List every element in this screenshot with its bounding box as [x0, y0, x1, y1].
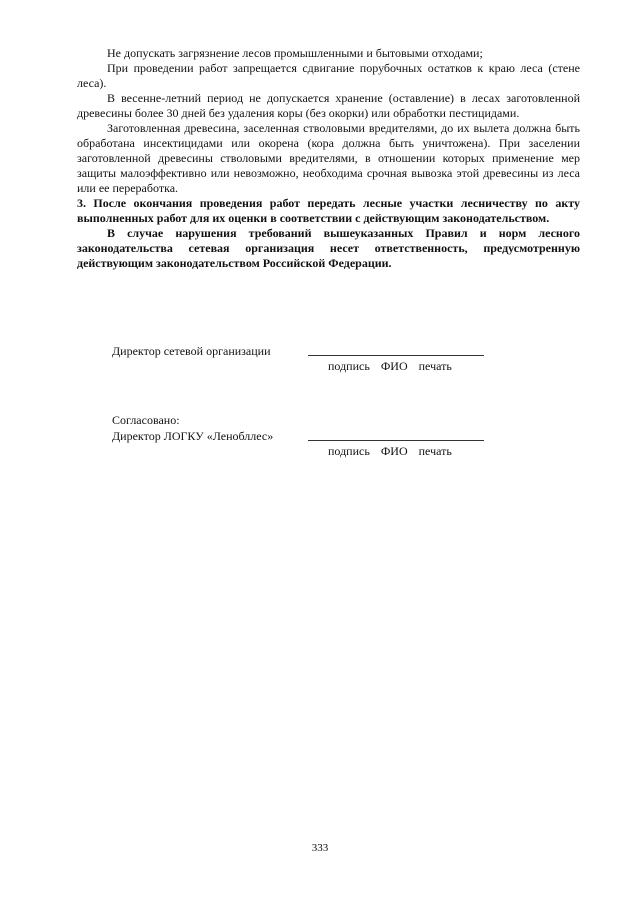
director-signature-caption: подпись ФИО печать: [328, 359, 452, 373]
paragraph-waste: Не допускать загрязнение лесов промышленными и бытовыми отходами;: [107, 46, 483, 60]
paragraph-liability: В случае нарушения требований вышеуказанных Правил и норм лесного законодательства сетевая организация несет ответственность, предусмотренную действующим законодательством Российской Федерации.: [77, 226, 580, 270]
director-label: Директор сетевой организации: [112, 344, 271, 358]
paragraph-pests: Заготовленная древесина, заселенная стволовыми вредителями, до их вылета должна быть обработана инсектицидами или окорена (кора должна быть уничтожена). При заселении заготовленной древесины стволовыми вредителями, в отношении которых применение мер защиты малоэффективно или невозможно, необходима срочная вывозка этой древесины из леса или ее переработка.: [77, 121, 580, 195]
agreed-label: Согласовано:: [112, 413, 180, 427]
page-number: 333: [311, 842, 329, 854]
leskhoz-director-label: Директор ЛОГКУ «Ленобллес»: [112, 429, 274, 443]
paragraph-handover: 3. После окончания проведения работ передать лесные участки лесничеству по акту выполненных работ для их оценки в соответствии с действующим законодательством.: [77, 196, 580, 225]
paragraph-residues: При проведении работ запрещается сдвигание порубочных остатков к краю леса (стене леса).: [77, 61, 580, 90]
director-signature-line: [308, 355, 484, 356]
paragraph-storage: В весенне-летний период не допускается хранение (оставление) в лесах заготовленной древесины более 30 дней без удаления коры (без окорки) или обработки пестицидами.: [77, 91, 580, 120]
leskhoz-signature-caption: подпись ФИО печать: [328, 444, 452, 458]
leskhoz-signature-line: [308, 440, 484, 441]
body-text: [77, 46, 580, 271]
